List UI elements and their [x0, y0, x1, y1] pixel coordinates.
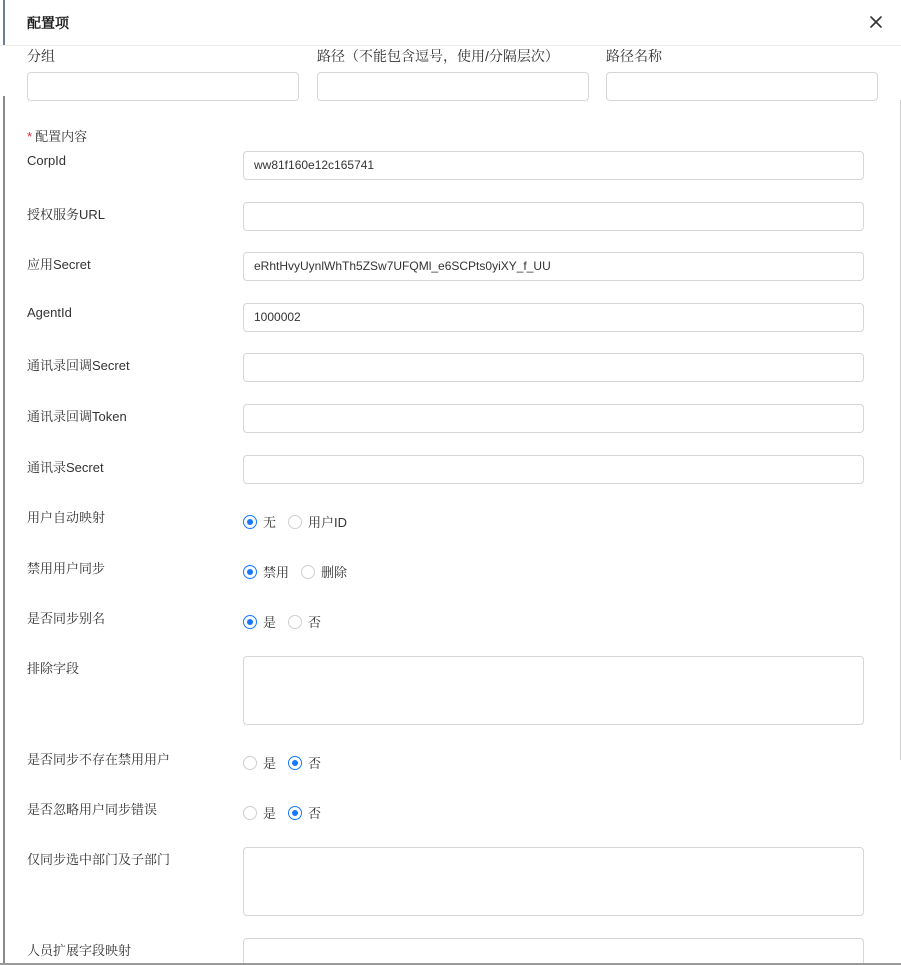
dialog-header [0, 0, 901, 46]
radio-label: 用户ID [308, 515, 348, 530]
radio-label: 否 [308, 756, 322, 771]
path-name-label: 路径名称 [606, 48, 662, 64]
radio-button[interactable] [243, 615, 257, 629]
sync-alias-label: 是否同步别名 [27, 611, 106, 626]
radio-button[interactable] [243, 515, 257, 529]
contact-callback-secret-label: 通讯录回调Secret [27, 358, 130, 373]
radio-label: 否 [308, 806, 322, 821]
contact-callback-secret-input[interactable] [243, 353, 864, 382]
contact-secret-label: 通讯录Secret [27, 460, 104, 475]
sync-nonexistent-disabled-radio-group [243, 753, 333, 772]
contact-callback-token-input[interactable] [243, 404, 864, 433]
close-icon[interactable] [866, 12, 886, 32]
extended-field-map-input[interactable] [243, 938, 864, 965]
user-auto-map-radio-group [243, 512, 359, 531]
radio-button[interactable] [288, 515, 302, 529]
agentid-label: AgentId [27, 305, 72, 320]
left-edge-bar [3, 96, 5, 965]
app-secret-input[interactable]: eRhtHvyUynlWhTh5ZSw7UFQMl_e6SCPts0yiXY_f_UU [243, 252, 864, 281]
sync-alias-radio-group [243, 612, 333, 631]
radio-label: 删除 [321, 565, 348, 580]
user-auto-map-label: 用户自动映射 [27, 510, 106, 525]
radio-option[interactable] [243, 512, 276, 531]
corpid-input[interactable]: ww81f160e12c165741 [243, 151, 864, 180]
radio-label: 无 [263, 515, 277, 530]
required-mark: * [27, 129, 33, 144]
radio-button[interactable] [243, 565, 257, 579]
disable-user-sync-label: 禁用用户同步 [27, 561, 106, 576]
radio-option[interactable] [243, 562, 289, 581]
radio-option[interactable] [243, 803, 276, 822]
radio-option[interactable] [288, 612, 321, 631]
radio-option[interactable] [243, 612, 276, 631]
radio-option[interactable] [288, 803, 321, 822]
extended-field-map-label: 人员扩展字段映射 [27, 943, 132, 958]
only-selected-depts-label: 仅同步选中部门及子部门 [27, 852, 171, 867]
ignore-sync-errors-radio-group [243, 803, 333, 822]
radio-button[interactable] [301, 565, 315, 579]
path-input[interactable] [317, 72, 589, 101]
corpid-label: CorpId [27, 153, 67, 168]
agentid-input[interactable]: 1000002 [243, 303, 864, 332]
contact-secret-input[interactable] [243, 455, 864, 484]
app-secret-label: 应用Secret [27, 257, 91, 272]
ignore-sync-errors-label: 是否忽略用户同步错误 [27, 802, 158, 817]
radio-button[interactable] [288, 806, 302, 820]
config-content-label: 配置内容 [35, 129, 88, 144]
contact-callback-token-label: 通讯录回调Token [27, 409, 127, 424]
radio-option[interactable] [288, 512, 347, 531]
radio-option[interactable] [243, 753, 276, 772]
dialog-title: 配置项 [27, 15, 69, 31]
radio-option[interactable] [288, 753, 321, 772]
radio-button[interactable] [243, 756, 257, 770]
radio-label: 是 [263, 806, 277, 821]
config-content-title [27, 126, 87, 145]
radio-button[interactable] [243, 806, 257, 820]
sync-nonexistent-disabled-label: 是否同步不存在禁用用户 [27, 752, 171, 767]
disable-user-sync-radio-group [243, 562, 359, 581]
group-label: 分组 [27, 48, 55, 64]
radio-label: 禁用 [263, 565, 290, 580]
radio-button[interactable] [288, 615, 302, 629]
path-label: 路径（不能包含逗号，使用/分隔层次） [317, 48, 559, 64]
auth-url-label: 授权服务URL [27, 207, 106, 222]
radio-label: 是 [263, 756, 277, 771]
radio-option[interactable] [301, 562, 347, 581]
radio-button[interactable] [288, 756, 302, 770]
only-selected-depts-textarea[interactable] [243, 847, 864, 916]
path-name-input[interactable] [606, 72, 878, 101]
radio-label: 否 [308, 615, 322, 630]
exclude-fields-textarea[interactable] [243, 656, 864, 725]
group-input[interactable] [27, 72, 299, 101]
auth-url-input[interactable] [243, 202, 864, 231]
radio-label: 是 [263, 615, 277, 630]
exclude-fields-label: 排除字段 [27, 661, 80, 676]
